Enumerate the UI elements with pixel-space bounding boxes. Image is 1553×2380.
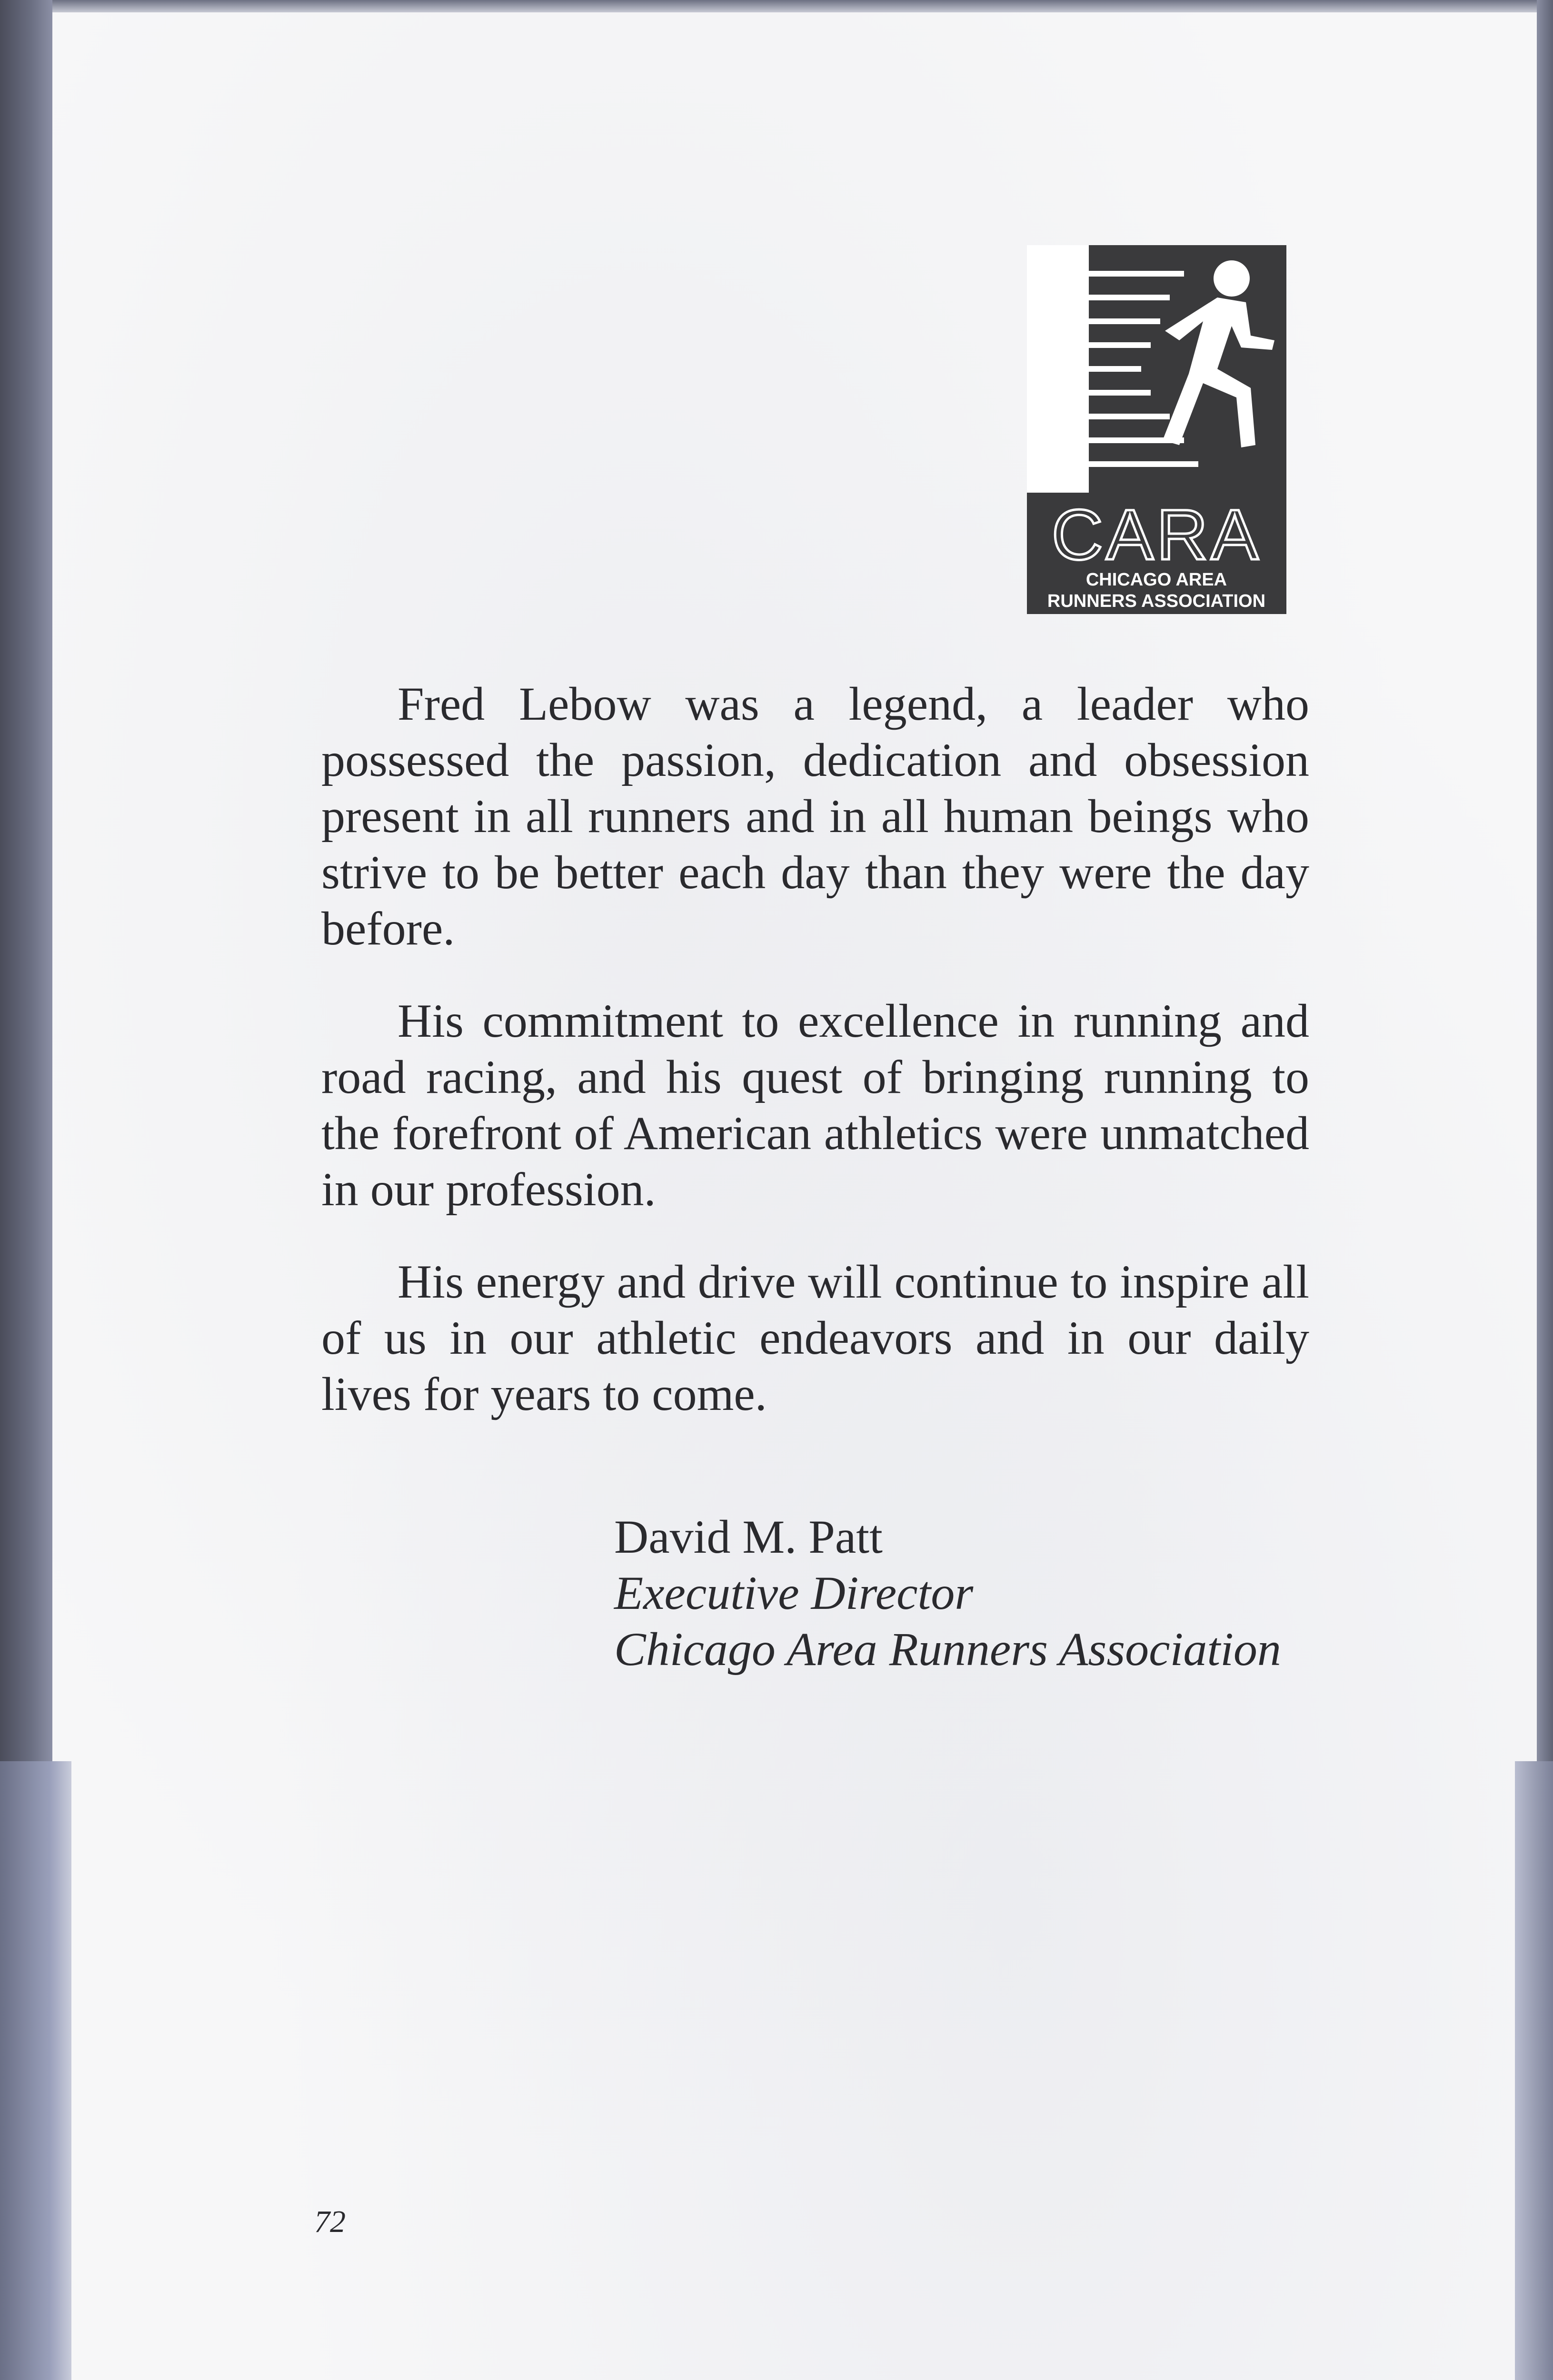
paragraph: His energy and drive will continue to inspire all of us in our athletic endeavors and in our daily lives for years to come. [321, 1255, 1309, 1420]
signer-organization: Chicago Area Runners Association [614, 1623, 1281, 1676]
scan-edge-left-lower [0, 1761, 71, 2380]
scan-edge-right-lower [1515, 1761, 1553, 2380]
cara-logo [1027, 245, 1286, 614]
scan-edge-top [0, 0, 1553, 12]
signer-title: Executive Director [614, 1567, 974, 1619]
logo-line2: RUNNERS ASSOCIATION [1047, 591, 1266, 611]
tribute-text [321, 676, 1309, 1458]
signer-name: David M. Patt [614, 1510, 883, 1563]
logo-wordmark: CARA [1051, 495, 1262, 575]
logo-line1: CHICAGO AREA [1085, 570, 1227, 590]
page-number: 72 [314, 2204, 346, 2239]
paragraph: His commitment to excellence in running and road racing, and his quest of bringing running to the forefront of American athletics were unmatched in our profession. [321, 994, 1309, 1216]
signature-block [614, 1509, 1281, 1677]
paragraph: Fred Lebow was a legend, a leader who possessed the passion, dedication and obsession present in all runners and in all human beings who strive to be better each day than they were the day before. [321, 677, 1309, 955]
